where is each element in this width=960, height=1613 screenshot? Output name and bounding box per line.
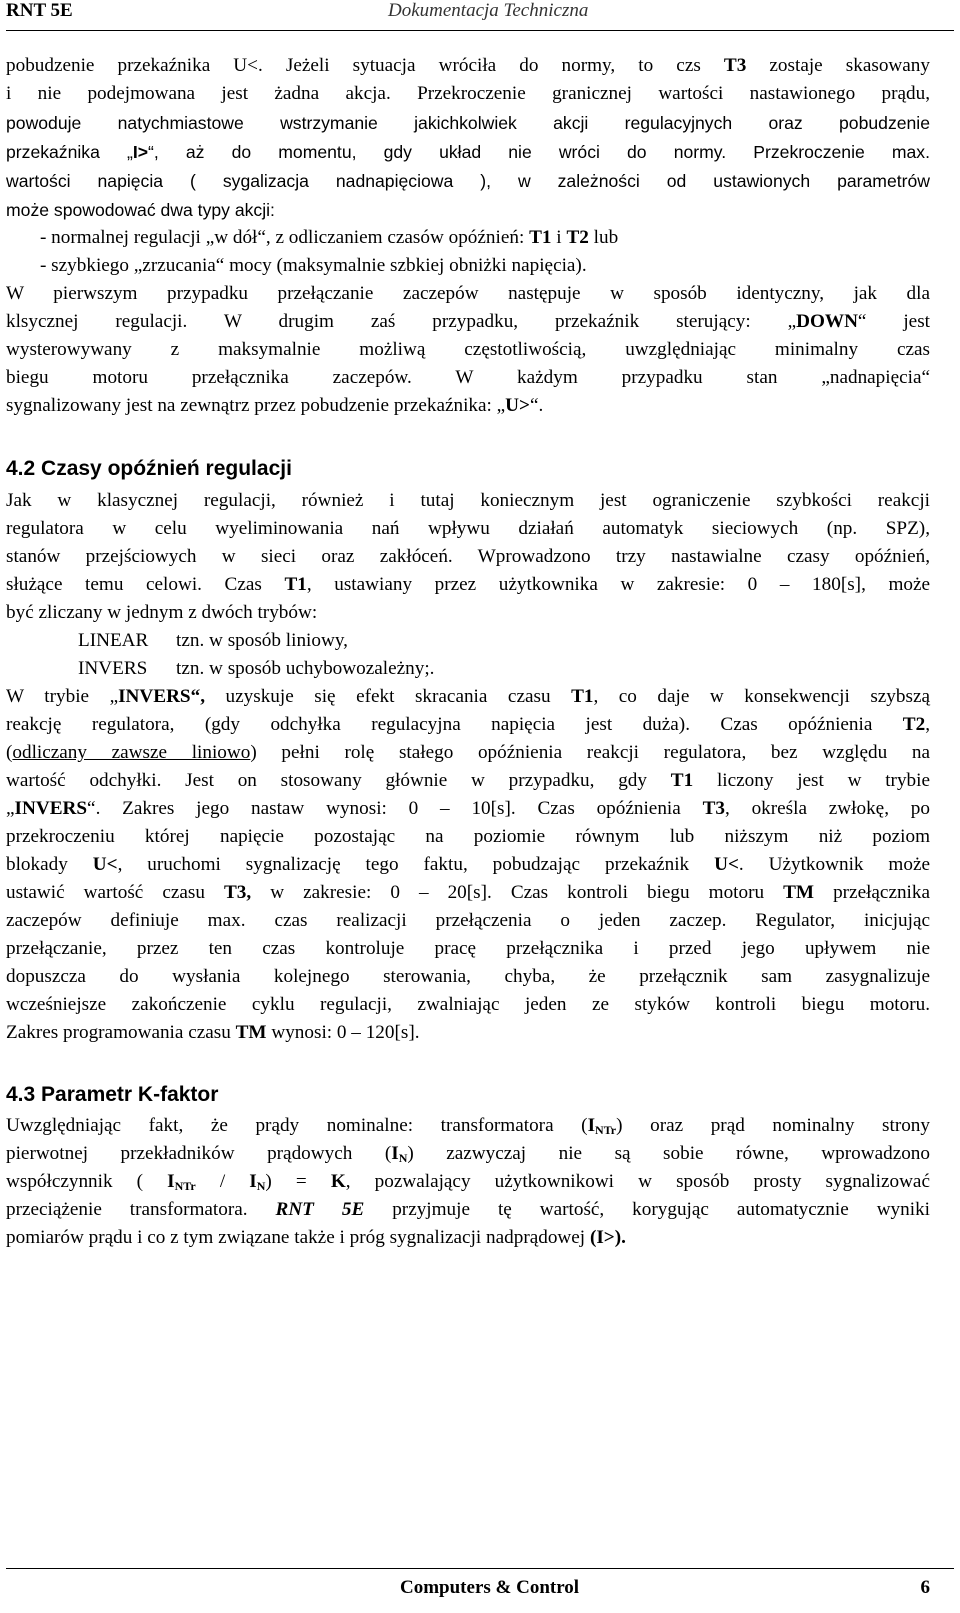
body-line: dopuszcza do wysłania kolejnego sterowania, chyba, że przełącznik sam zasygnalizuje	[6, 966, 930, 987]
body-line: wysterowywany z maksymalnie możliwą częstotliwością, uwzględniając minimalny czas	[6, 339, 930, 360]
body-line: stanów przejściowych w sieci oraz zakłóceń. Wprowadzono trzy nastawialne czasy opóźnień,	[6, 546, 930, 567]
header-divider	[6, 30, 954, 31]
body-line: Zakres programowania czasu TM wynosi: 0 – 120[s].	[6, 1022, 420, 1043]
page-number: 6	[920, 1577, 930, 1598]
body-line: przekaźnika „I>“, aż do momentu, gdy układ nie wróci do normy. Przekroczenie max.	[6, 142, 930, 162]
body-line: pomiarów prądu i co z tym związane także i próg sygnalizacji nadprądowej (I>).	[6, 1227, 626, 1248]
body-line: współczynnik ( $I_{NTr} / I_N) = K$, pozwalający użytkownikowi w sposób prosty sygnalizować	[6, 1171, 930, 1193]
section-heading: 4.3 Parametr K-faktor	[6, 1083, 219, 1106]
mode-item: INVERS tzn. w sposób uchybowozależny;.	[78, 658, 435, 679]
body-line: W trybie „INVERS“, uzyskuje się efekt skracania czasu T1, co daje w konsekwencji szybszą	[6, 686, 930, 707]
list-item: - normalnej regulacji „w dół“, z odliczaniem czasów opóźnień: T1 i T2 lub	[40, 227, 619, 248]
body-line: pobudzenie przekaźnika U<. Jeżeli sytuacja wróciła do normy, to czs T3 zostaje skasowany	[6, 55, 930, 76]
header-title: Dokumentacja Techniczna	[388, 0, 589, 21]
body-line: pierwotnej przekładników prądowych $(I_N)$ zazwyczaj nie są sobie równe, wprowadzono	[6, 1143, 930, 1165]
body-line: Uwzględniając fakt, że prądy nominalne: transformatora $(I_{NTr})$ oraz prąd nominalny strony	[6, 1115, 930, 1137]
body-line: i nie podejmowana jest żadna akcja. Przekroczenie granicznej wartości nastawionego prądu,	[6, 83, 930, 104]
body-line: wartość odchyłki. Jest on stosowany głównie w przypadku, gdy T1 liczony jest w trybie	[6, 770, 930, 791]
list-item: - szybkiego „zrzucania“ mocy (maksymalnie szbkiej obniżki napięcia).	[40, 255, 587, 276]
body-line: klsycznej regulacji. W drugim zaś przypadku, przekaźnik sterujący: „DOWN“ jest	[6, 311, 930, 332]
body-line: wcześniejsze zakończenie cyklu regulacji, zwalniając jeden ze styków kontroli biegu motoru.	[6, 994, 930, 1015]
body-line: sygnalizowany jest na zewnątrz przez pobudzenie przekaźnika: „U>“.	[6, 395, 544, 416]
body-line: służące temu celowi. Czas T1, ustawiany przez użytkownika w zakresie: 0 – 180[s], może	[6, 574, 931, 595]
body-line: może spowodować dwa typy akcji:	[6, 200, 275, 220]
body-line: biegu motoru przełącznika zaczepów. W każdym przypadku stan „nadnapięcia“	[6, 367, 930, 388]
body-line: zaczepów definiuje max. czas realizacji przełączenia o jeden zaczep. Regulator, inicjując	[6, 910, 930, 931]
body-line: powoduje natychmiastowe wstrzymanie jakichkolwiek akcji regulacyjnych oraz pobudzenie	[6, 113, 930, 133]
body-line: reakcję regulatora, (gdy odchyłka regulacyjna napięcia jest duża). Czas opóźnienia T2,	[6, 714, 930, 735]
body-line: W pierwszym przypadku przełączanie zaczepów następuje w sposób identyczny, jak dla	[6, 283, 930, 304]
mode-item: LINEAR tzn. w sposób liniowy,	[78, 630, 348, 651]
header-product: RNT 5E	[6, 0, 73, 21]
body-line: (odliczany zawsze liniowo) pełni rolę stałego opóźnienia reakcji regulatora, bez względu na	[6, 742, 930, 763]
body-line: przekroczeniu której napięcie pozostając na poziomie równym lub niższym niż poziom	[6, 826, 930, 847]
body-line: przeciążenie transformatora. RNT 5E przyjmuje tę wartość, korygując automatycznie wyniki	[6, 1199, 930, 1220]
section-heading: 4.2 Czasy opóźnień regulacji	[6, 457, 292, 480]
footer-company: Computers & Control	[400, 1577, 580, 1598]
body-line: regulatora w celu wyeliminowania nań wpływu działań automatyk sieciowych (np. SPZ),	[6, 518, 930, 539]
body-line: wartości napięcia ( sygalizacja nadnapięciowa ), w zależności od ustawionych parametrów	[6, 171, 930, 191]
body-line: „INVERS“. Zakres jego nastaw wynosi: 0 – 10[s]. Czas opóźnienia T3, określa zwłokę, po	[6, 798, 930, 819]
footer-divider	[6, 1568, 954, 1569]
body-line: być zliczany w jednym z dwóch trybów:	[6, 602, 318, 623]
body-line: ustawić wartość czasu T3, w zakresie: 0 – 20[s]. Czas kontroli biegu motoru TM przełącznika	[6, 882, 930, 903]
body-line: Jak w klasycznej regulacji, również i tutaj koniecznym jest ograniczenie szybkości reakcji	[6, 490, 930, 511]
body-line: blokady U<, uruchomi sygnalizację tego faktu, pobudzając przekaźnik U<. Użytkownik może	[6, 854, 930, 875]
body-line: przełączanie, przez ten czas kontroluje pracę przełącznika i przed jego upływem nie	[6, 938, 930, 959]
